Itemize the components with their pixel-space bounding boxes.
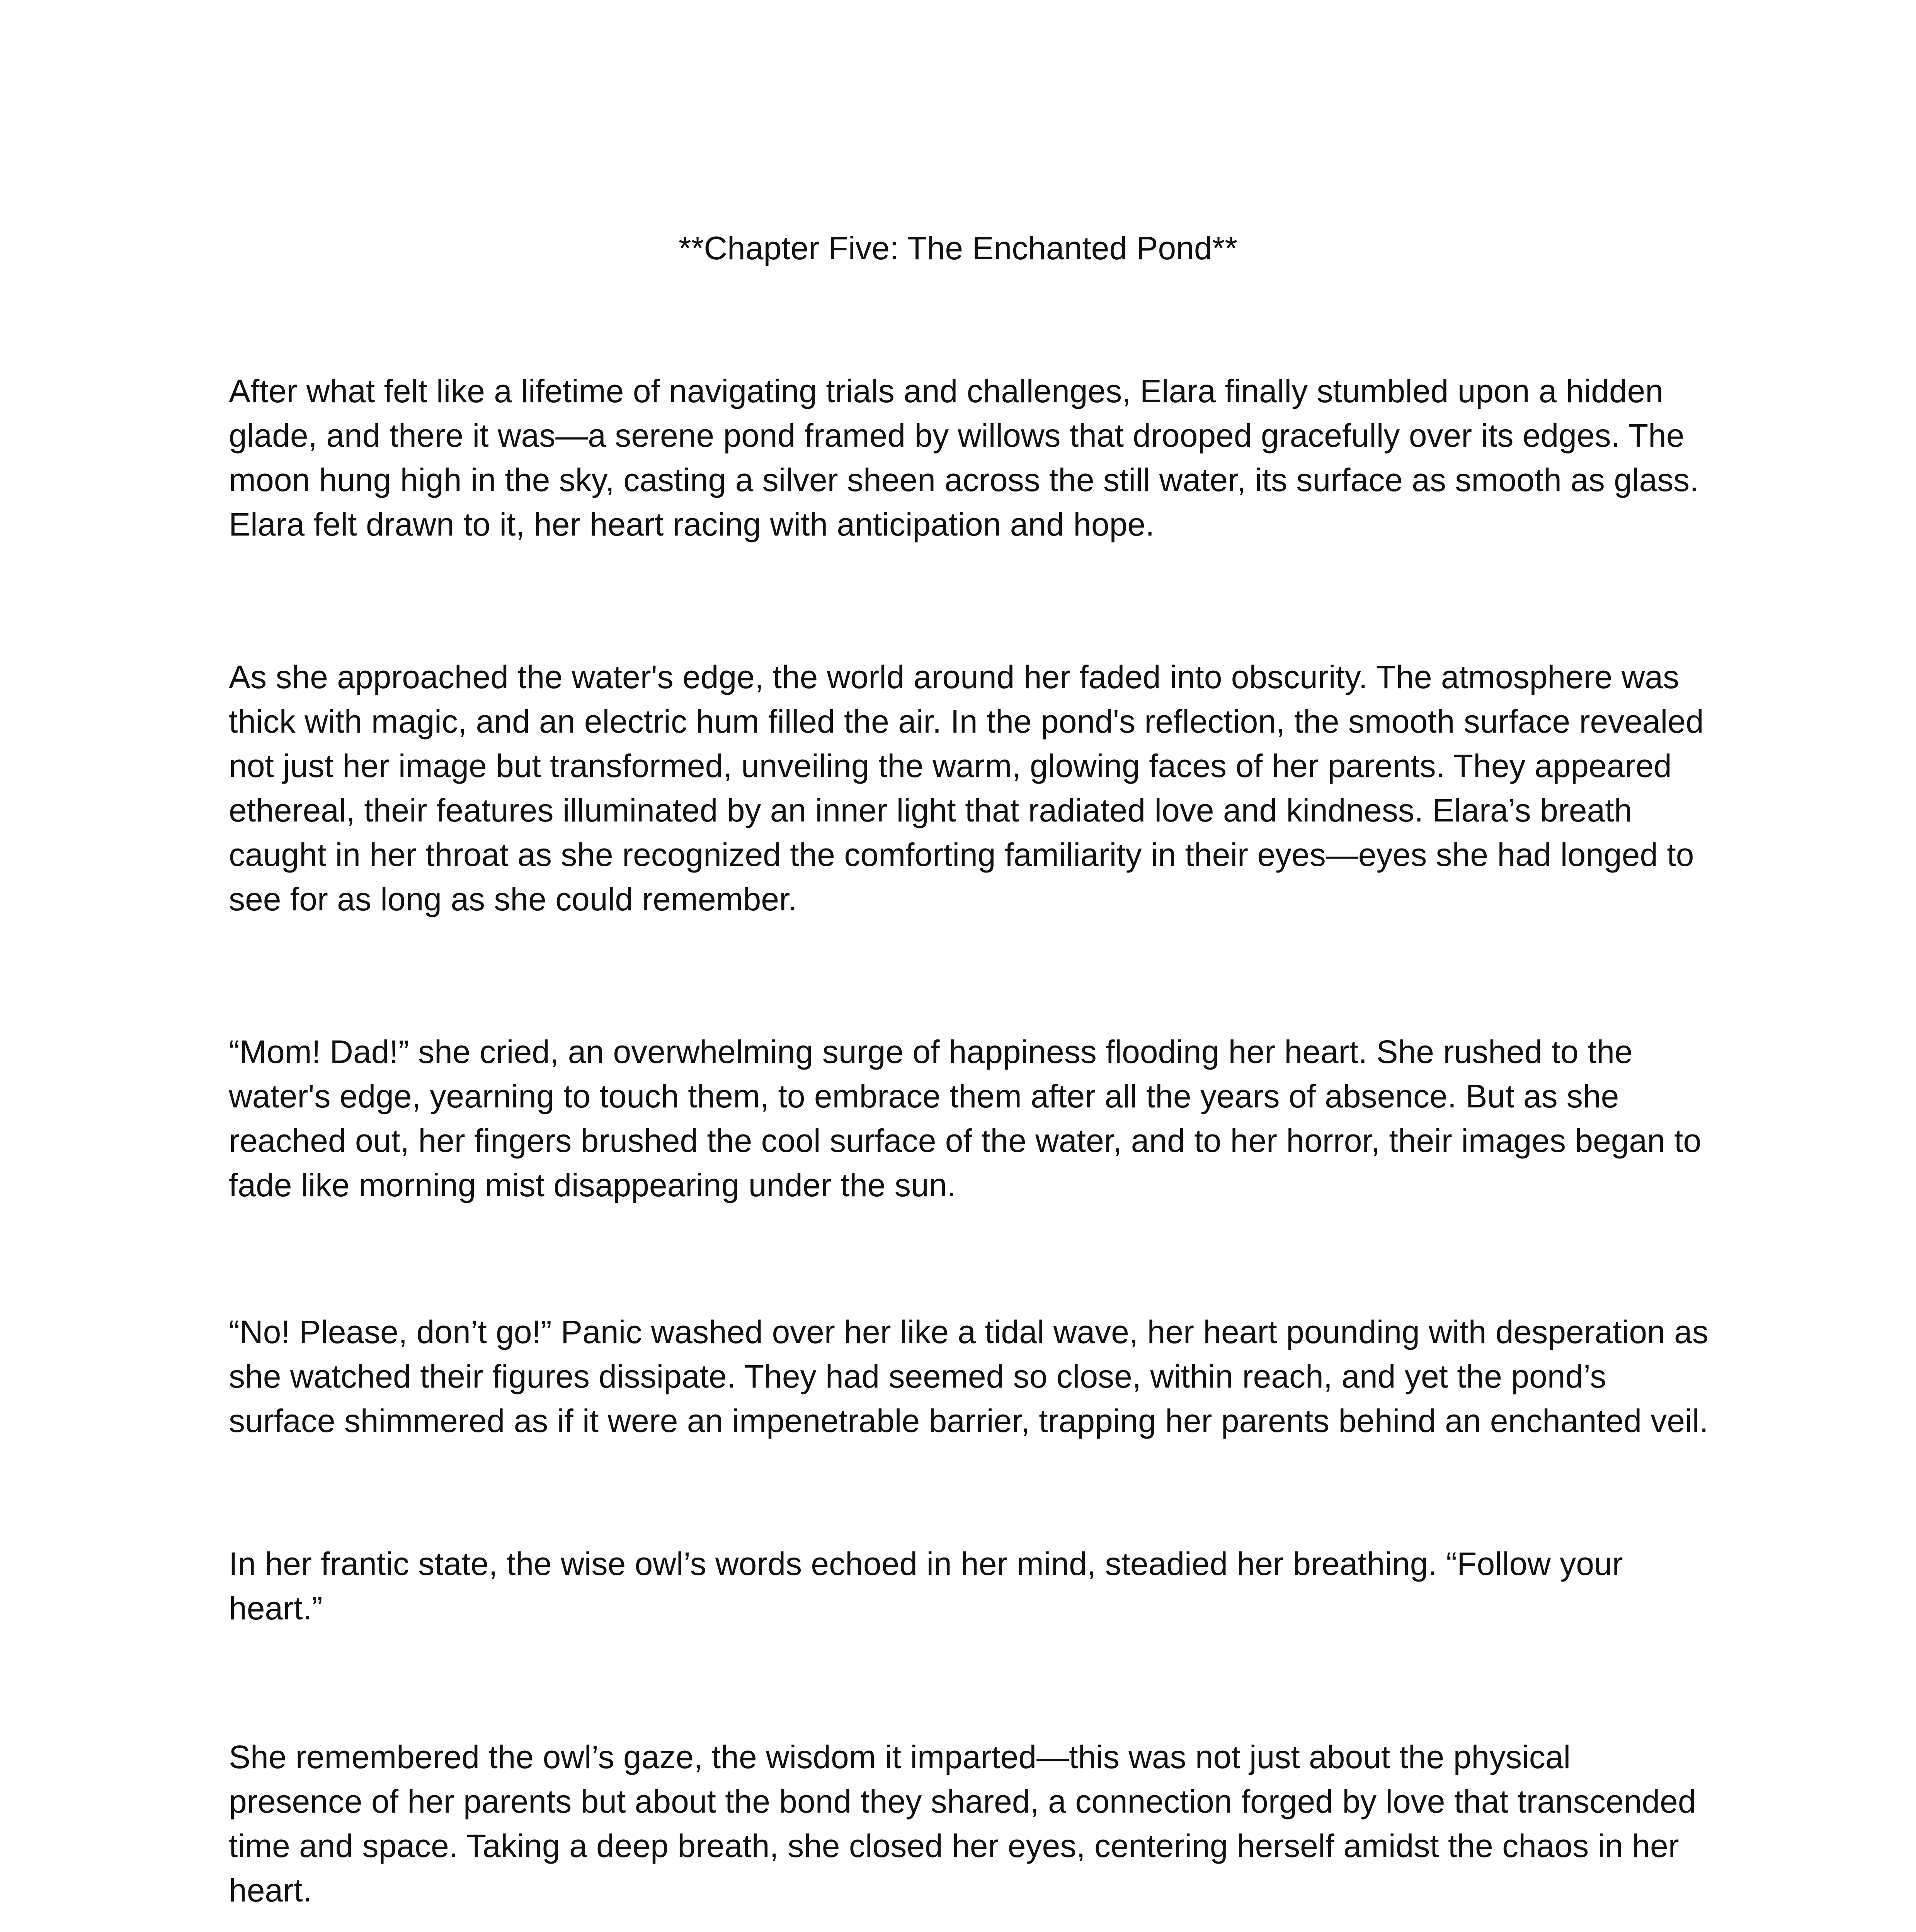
paragraph: After what felt like a lifetime of navigating trials and challenges, Elara finally stumbled upon a hidden glade, and there it was—a serene pond framed by willows that drooped gracefully over its edges. The moon hung high in the sky, casting a silver sheen across the still water, its surface as smooth as glass. Elara felt drawn to it, her heart racing with anticipation and hope. xyxy=(229,373,1699,543)
paragraph: “No! Please, don’t go!” Panic washed over her like a tidal wave, her heart pounding with desperation as she watched their figures dissipate. They had seemed so close, within reach, and yet the pond’s surface shimmered as if it were an impenetrable barrier, trapping her parents behind an enchanted veil. xyxy=(229,1314,1708,1439)
paragraph: “Mom! Dad!” she cried, an overwhelming surge of happiness flooding her heart. She rushed to the water's edge, yearning to touch them, to embrace them after all the years of absence. But as she reached out, her fingers brushed the cool surface of the water, and to her horror, their images began to fade like morning mist disappearing under the sun. xyxy=(229,1034,1702,1203)
chapter-body xyxy=(229,369,1713,1932)
paragraph: As she approached the water's edge, the world around her faded into obscurity. The atmosphere was thick with magic, and an electric hum filled the air. In the pond's reflection, the smooth surface revealed not just her image but transformed, unveiling the warm, glowing faces of her parents. They appeared ethereal, their features illuminated by an inner light that radiated love and kindness. Elara’s breath caught in her throat as she recognized the comforting familiarity in their eyes—eyes she had longed to see for as long as she could remember. xyxy=(229,659,1704,917)
paragraph: In her frantic state, the wise owl’s words echoed in her mind, steadied her breathing. “Follow your heart.” xyxy=(229,1546,1623,1626)
chapter-title: **Chapter Five: The Enchanted Pond** xyxy=(678,230,1238,266)
paragraph: She remembered the owl’s gaze, the wisdom it imparted—this was not just about the physical presence of her parents but about the bond they shared, a connection forged by love that transcended time and space. Taking a deep breath, she closed her eyes, centering herself amidst the chaos in her heart. xyxy=(229,1739,1696,1908)
